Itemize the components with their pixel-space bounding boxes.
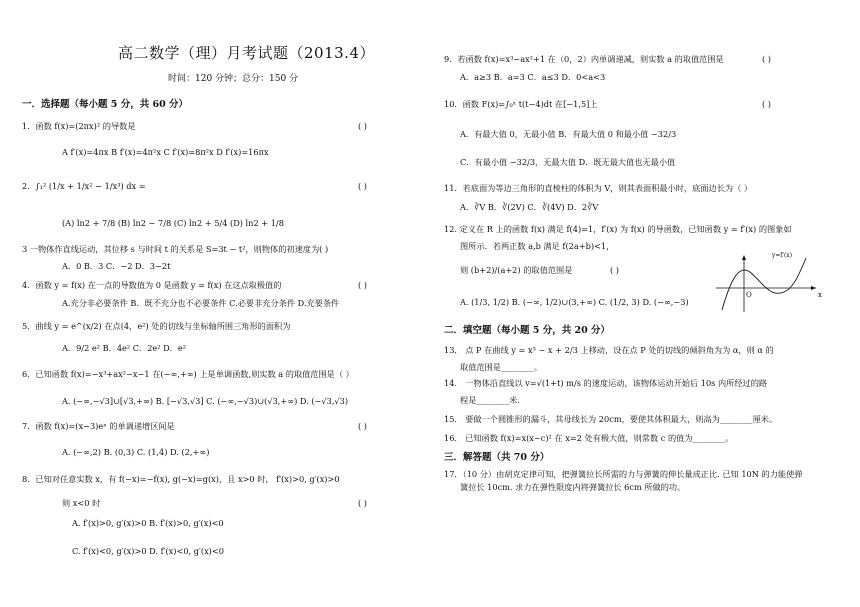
question-10-options-cd: C．有最小值 −32/3，无最大值 D．既无最大值也无最小值 — [460, 157, 676, 167]
page-subtitle: 时间：120 分钟；总分：150 分 — [168, 74, 299, 84]
question-14-line1: 14． 一物体沿直线以 v=√(1+t) m/s 的速度运动，该物体运动开始后 10s 内所经过的路 — [444, 378, 768, 388]
question-9-stem: 9．若函数 f(x)=x³−ax²+1 在（0，2）内单调递减，则实数 a 的取值范围是 — [444, 54, 724, 64]
question-8-options-cd: C. f′(x)<0, g′(x)>0 D. f′(x)<0, g′(x)<0 — [72, 546, 224, 556]
graph-origin-label: O — [746, 291, 752, 299]
question-2-options: (A) ln2 + 7/8 (B) ln2 − 7/8 (C) ln2 + 5/4 (D) ln2 + 1/8 — [62, 218, 284, 228]
question-11-options: A．∛V B．∛(2V) C．∛(4V) D．2∛V — [460, 202, 599, 212]
question-3-options: A．0 B．3 C．−2 D．3−2t — [62, 261, 171, 271]
x-arrow-icon — [811, 286, 816, 290]
question-16-line1: 16． 已知函数 f(x)=x(x−c)² 在 x=2 处有极大值，则常数 c 的值为________。 — [444, 433, 734, 443]
question-3-stem: 3 一物体作直线运动，其位移 s 与时间 t 的关系是 S=3t − t²，则物体的初速度为( ) — [22, 244, 329, 254]
section-heading-fill: 二．填空题（每小题 5 分，共 20 分） — [444, 325, 611, 336]
question-8-then: 则 x<0 时 — [62, 498, 101, 508]
question-6-options: A. (−∞,−√3]∪[√3,+∞) B. [−√3,√3] C. (−∞,−√3)∪(√3,+∞) D. (−√3,√3) — [62, 396, 349, 406]
question-1-stem: 1．函数 f(x)=(2πx)² 的导数是 — [22, 121, 136, 131]
question-11-stem: 11．若底面为等边三角形的直棱柱的体积为 V，则其表面积最小时，底面边长为（ ） — [444, 183, 753, 193]
question-5-stem: 5．曲线 y = e^(x/2) 在点(4，e²) 处的切线与坐标轴所围三角形的面积为 — [22, 321, 291, 331]
question-12-line3: 则 (b+2)/(a+2) 的取值范围是 — [460, 265, 573, 275]
derivative-curve — [722, 258, 806, 310]
question-13-line1: 13． 点 P 在曲线 y = x³ − x + 2/3 上移动，设在点 P 处的切线的倾斜角为为 α，则 α 的 — [444, 345, 774, 355]
section-heading-choice: 一．选择题（每小题 5 分，共 60 分） — [22, 99, 189, 110]
question-13-line2: 取值范围是________。 — [460, 362, 542, 372]
answer-paren-2: ( ) — [358, 181, 367, 191]
question-4-options: A.充分非必要条件 B．既不充分也不必要条件 C.必要非充分条件 D.充要条件 — [62, 298, 340, 308]
page-title: 高二数学（理）月考试题（2013.4） — [118, 44, 375, 62]
question-14-line2: 程是________米. — [460, 395, 520, 405]
question-12-line1: 12. 定义在 R 上的函数 f(x) 满足 f(4)=1，f′(x) 为 f(x) 的导函数，已知函数 y = f′(x) 的图象如 — [444, 224, 792, 234]
question-6-stem: 6．已知函数 f(x)=−x³+ax²−x−1 在(−∞,+∞) 上是单调函数,则实数 a 的取值范围是（ ） — [22, 369, 354, 379]
question-7-options: A. (−∞,2) B. (0,3) C. (1,4) D. (2,+∞) — [62, 447, 210, 457]
graph-curve-label: y=f′(x) — [772, 252, 793, 259]
answer-paren-7: ( ) — [358, 421, 367, 431]
question-8-stem: 8．已知对任意实数 x，有 f(−x)=−f(x), g(−x)=g(x)，且 x>0 时， f′(x)>0, g′(x)>0 — [22, 474, 340, 484]
question-8-options-ab: A. f′(x)>0, g′(x)>0 B. f′(x)>0, g′(x)<0 — [72, 518, 224, 528]
section-heading-answer: 三．解答题（共 70 分） — [444, 452, 550, 463]
derivative-graph — [714, 252, 824, 314]
answer-paren-1: ( ) — [358, 121, 367, 131]
question-1-options: A f′(x)=4πx B f′(x)=4π²x C f′(x)=8π²x D f′(x)=16πx — [62, 147, 269, 157]
y-arrow-icon — [742, 255, 746, 260]
answer-paren-8: ( ) — [358, 498, 367, 508]
question-4-stem: 4．函数 y = f(x) 在一点的导数值为 0 是函数 y = f(x) 在这点取极值的 — [22, 280, 282, 290]
question-5-options: A．9/2 e² B．4e² C．2e² D．e² — [62, 343, 187, 353]
graph-x-label: x — [818, 291, 822, 299]
question-10-stem: 10．函数 F(x)=∫₀ˣ t(t−4)dt 在[−1,5]上 — [444, 99, 598, 109]
answer-paren-4: ( ) — [358, 280, 367, 290]
question-7-stem: 7．函数 f(x)=(x−3)eˣ 的单调递增区间是 — [22, 421, 175, 431]
question-12-options: A. (1/3, 1/2) B. (−∞, 1/2)∪(3,+∞) C. (1/2, 3) D. (−∞,−3) — [460, 297, 689, 307]
question-9-options: A．a≥3 B．a=3 C．a≤3 D．0<a<3 — [460, 72, 606, 82]
question-10-options-ab: A．有最大值 0，无最小值 B．有最大值 0 和最小值 −32/3 — [460, 129, 677, 139]
question-17-line2: 簧拉长 10cm. 求力在弹性限度内将弹簧拉长 6cm 所做的功。 — [460, 482, 686, 492]
question-12-line2: 图所示．若两正数 a,b 满足 f(2a+b)<1， — [460, 241, 615, 251]
question-2-stem: 2．∫₁² (1/x + 1/x² − 1/x³) dx = — [22, 181, 146, 191]
answer-paren-12: ( ) — [610, 265, 619, 275]
question-15-line1: 15． 要做一个圆锥形的漏斗，其母线长为 20cm，要使其体积最大，则高为________厘米。 — [444, 414, 778, 424]
answer-paren-10: ( ) — [762, 99, 771, 109]
answer-paren-9: ( ) — [762, 54, 771, 64]
question-17-line1: 17．（10 分）由胡克定律可知，把弹簧拉长所需的力与弹簧的伸长量成正比. 已知 10N 的力能使弹 — [444, 469, 803, 479]
